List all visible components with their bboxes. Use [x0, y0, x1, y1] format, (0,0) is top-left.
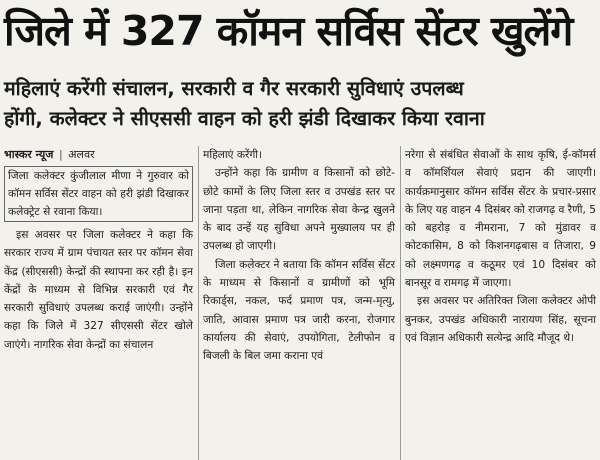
subheadline-line-2: होंगी, कलेक्टर ने सीएससी वाहन को हरी झंडी दिखाकर किया रवाना [4, 107, 485, 130]
column-divider [400, 146, 401, 460]
subheadline-line-1: महिलाएं करेंगी संचालन, सरकारी व गैर सरकारी सुविधाएं उपलब्ध [4, 77, 464, 100]
article-paragraph: जिला कलेक्टर ने बताया कि कॉमन सर्विस सेंटर के माध्यम से किसानों व ग्रामीणों को भूमि रिकार्ड्स, नकल, फर्द प्रमाण पत्र, जन्म-मृत्यु, जाति, आवास प्रमाण पत्र जारी करना, रोजगार कार्यालय की सेवाएं, उपयोगिता, टेलीफोन व बिजली के बिल जमा कराना एवं [203, 258, 395, 363]
article-paragraph: इस अवसर पर अतिरिक्त जिला कलेक्टर ओपी बुनकर, उपखंड अधिकारी नारायण सिंह, सूचना एवं विज्ञान अधिकारी सत्येन्द्र आदि मौजूद थे। [405, 295, 596, 344]
article-paragraph: इस अवसर पर जिला कलेक्टर ने कहा कि सरकार राज्य में ग्राम पंचायत स्तर पर कॉमन सेवा केंद्र (सीएससी) केन्द्रों की स्थापना कर रही है। इन केंद्रों के माध्यम से विभिन्न सरकारी एवं गैर सरकारी सुविधाएं उपलब्ध कराई जाएंगी। उन्होंने कहा कि जिले में 327 सीएससी सेंटर खोले जाएंगे। नागरिक सेवा केन्द्रों का संचालन [4, 229, 193, 351]
article-paragraph-continued: नरेगा से संबंधित सेवाओं के साथ कृषि, ई-कॉमर्स व कॉमर्शियल सेवाएं प्रदान की जाएगी। कार्यक्रमानुसार कॉमन सर्विस सेंटर के प्रचार-प्रसार के लिए यह वाहन 4 दिसंबर को राजगढ़ व रैणी, 5 को बहरोड़ व नीमराना, 7 को मुंडावर व कोटकासिम, 8 को किशनगढ़बास व तिजारा, 9 को लक्ष्मणगढ़ व कठूमर एवं 10 दिसंबर को बानसूर व रामगढ़ में जाएगा। [405, 149, 596, 290]
article-intro-box: जिला कलेक्टर कुंजीलाल मीणा ने गुरुवार को कॉमन सर्विस सेंटर वाहन को हरी झंडी दिखाकर कलेक्ट्रेट से रवाना किया। [4, 166, 193, 222]
byline-location: अलवर [68, 148, 95, 161]
byline-source: भास्कर न्यूज [4, 148, 54, 161]
column-divider [198, 146, 199, 460]
subheadline [4, 74, 596, 134]
byline-separator: | [58, 148, 63, 161]
article-paragraph: उन्होंने कहा कि ग्रामीण व किसानों को छोटे-छोटे कामों के लिए जिला स्तर व उपखंड स्तर पर जाना पड़ता था, लेकिन नागरिक सेवा केन्द्र खुलने के बाद उन्हें यह सुविधा अपने मुख्यालय पर ही उपलब्ध हो जाएगी। [203, 167, 395, 253]
headline: जिले में 327 कॉमन सर्विस सेंटर खुलेंगे [4, 7, 573, 55]
article-column-3 [405, 146, 596, 460]
article-paragraph-continued: महिलाएं करेंगी। [203, 149, 263, 161]
byline [4, 146, 193, 164]
article-column-1 [4, 146, 193, 460]
article-column-2 [203, 146, 395, 460]
